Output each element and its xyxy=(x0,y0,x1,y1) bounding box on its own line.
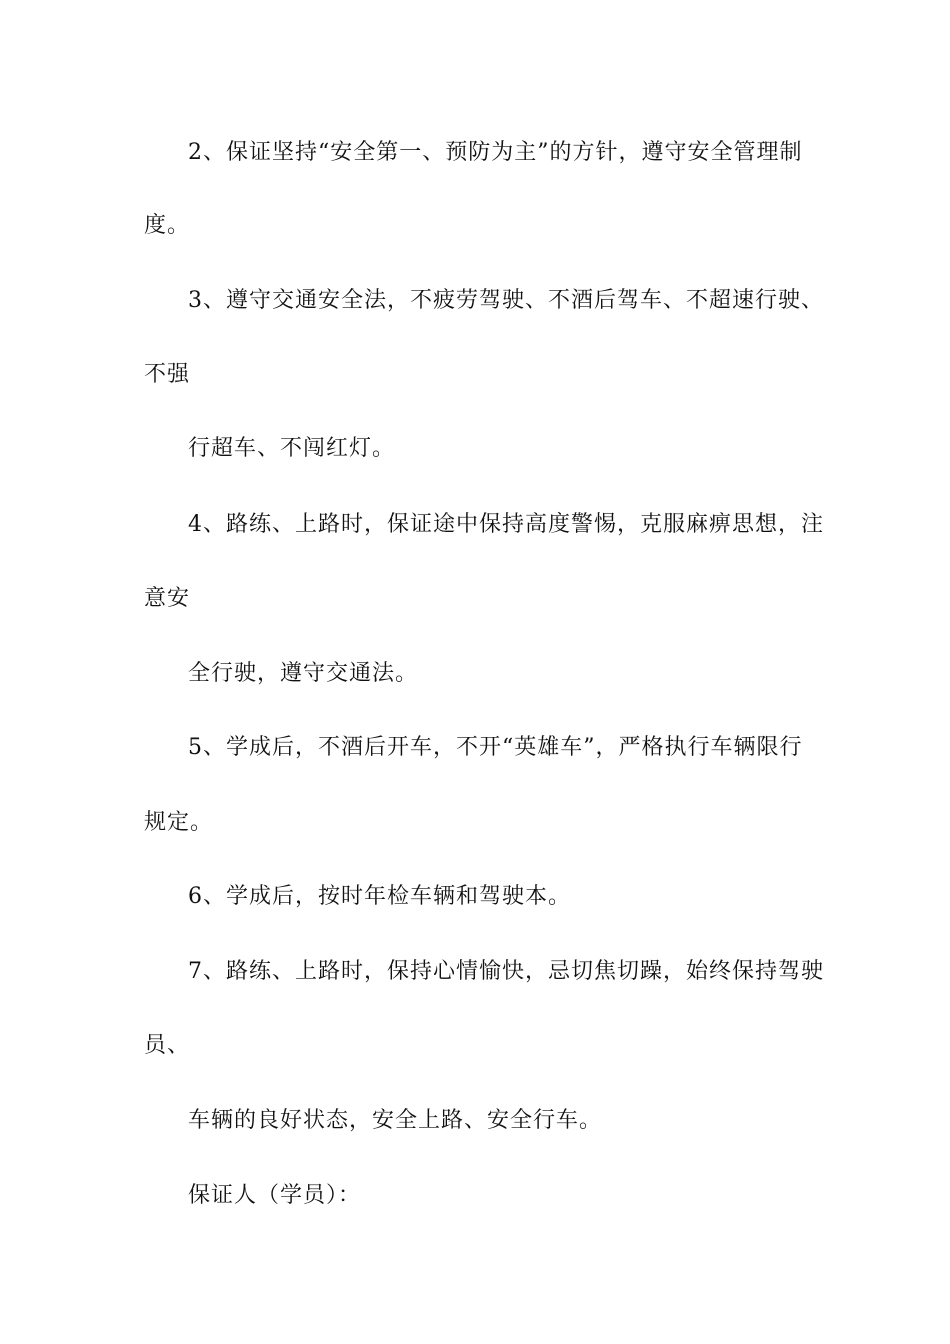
item-2-line-2: 度。 xyxy=(144,213,191,238)
item-4-line-1: 4、路练、上路时，保证途中保持高度警惕，克服麻痹思想，注 xyxy=(188,512,824,537)
item-6-line-1: 6、学成后，按时年检车辆和驾驶本。 xyxy=(188,884,571,909)
item-4-line-2: 意安 xyxy=(144,586,191,611)
item-7-line-3: 车辆的良好状态，安全上路、安全行车。 xyxy=(188,1108,603,1133)
item-3-line-1: 3、遵守交通安全法，不疲劳驾驶、不酒后驾车、不超速行驶、 xyxy=(188,288,824,313)
item-5-line-2: 规定。 xyxy=(144,810,214,835)
item-7-line-2: 员、 xyxy=(144,1033,191,1058)
item-2-line-1: 2、保证坚持“安全第一、预防为主”的方针，遵守安全管理制 xyxy=(188,140,803,165)
guarantor-signature-label: 保证人（学员）： xyxy=(188,1183,362,1208)
item-3-line-3: 行超车、不闯红灯。 xyxy=(188,436,396,461)
item-7-line-1: 7、路练、上路时，保持心情愉快，忌切焦切躁，始终保持驾驶 xyxy=(188,959,824,984)
item-3-line-2: 不强 xyxy=(144,362,191,387)
item-5-line-1: 5、学成后，不酒后开车，不开“英雄车”，严格执行车辆限行 xyxy=(188,735,803,760)
item-4-line-3: 全行驶，遵守交通法。 xyxy=(188,661,419,686)
